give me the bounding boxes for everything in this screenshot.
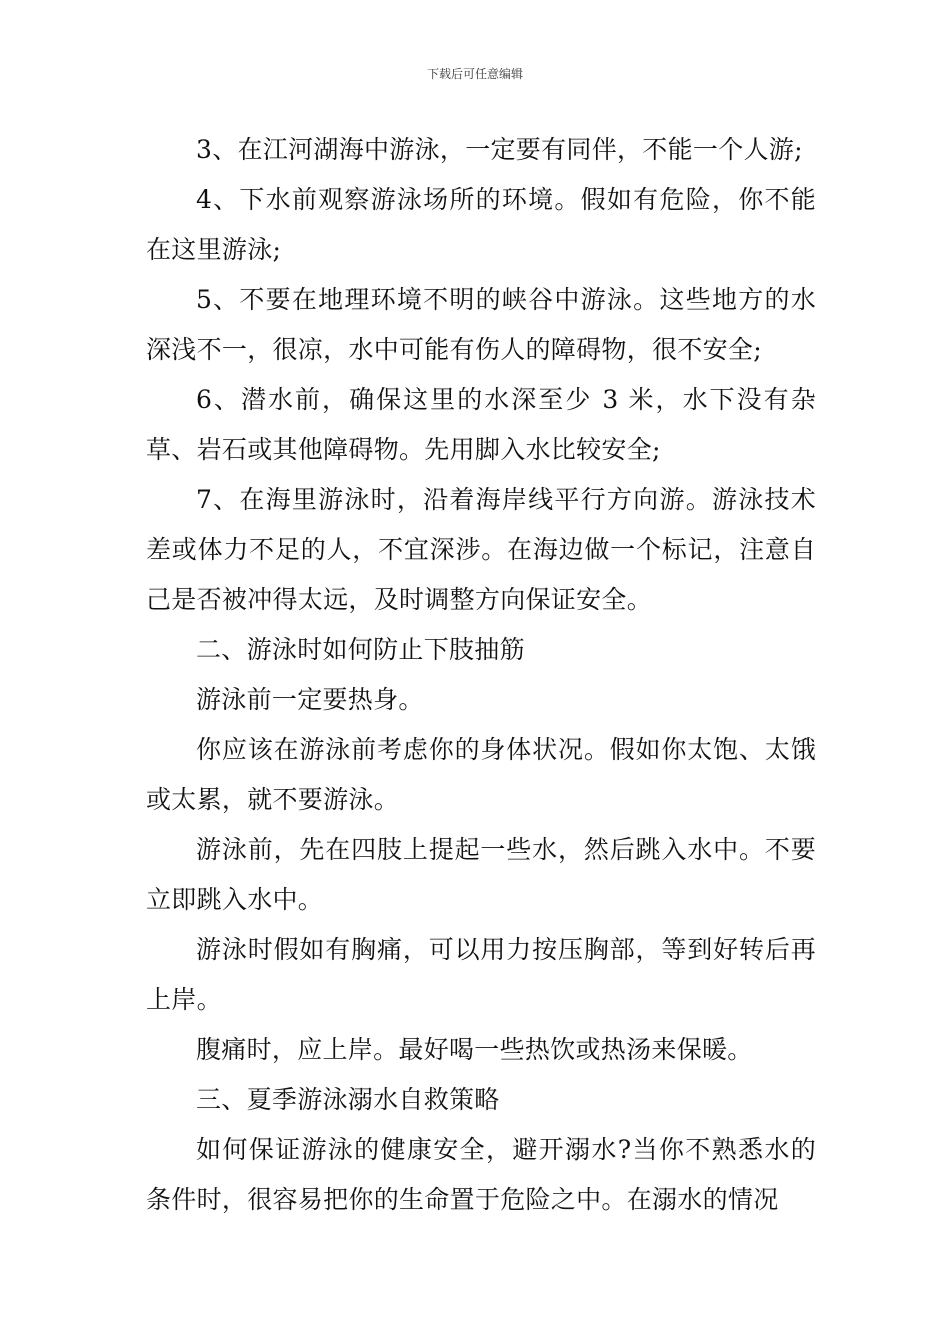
paragraph-rule-5: 5、不要在地理环境不明的峡谷中游泳。这些地方的水深浅不一，很凉，水中可能有伤人的障碍物，很不安全; — [146, 285, 816, 364]
section-heading-2: 二、游泳时如何防止下肢抽筋 — [196, 635, 525, 664]
paragraph-rule-3: 3、在江河湖海中游泳，一定要有同伴，不能一个人游; — [196, 135, 803, 164]
paragraph-drowning-intro: 如何保证游泳的健康安全，避开溺水?当你不熟悉水的条件时，很容易把你的生命置于危险之中。在溺水的情况 — [146, 1135, 816, 1214]
paragraph-before-swim: 游泳前，先在四肢上提起一些水，然后跳入水中。不要立即跳入水中。 — [146, 835, 816, 914]
section-heading-3: 三、夏季游泳溺水自救策略 — [196, 1085, 500, 1114]
page-header: 下载后可任意编辑 — [426, 67, 523, 81]
paragraph-warmup: 游泳前一定要热身。 — [196, 685, 424, 714]
paragraph-rule-7: 7、在海里游泳时，沿着海岸线平行方向游。游泳技术差或体力不足的人，不宜深涉。在海边做一个标记，注意自己是否被冲得太远，及时调整方向保证安全。 — [146, 485, 816, 614]
paragraph-rule-4: 4、下水前观察游泳场所的环境。假如有危险，你不能在这里游泳; — [146, 185, 816, 264]
paragraph-chest-pain: 游泳时假如有胸痛，可以用力按压胸部，等到好转后再上岸。 — [146, 935, 816, 1014]
document-body — [146, 125, 816, 1225]
paragraph-rule-6: 6、潜水前，确保这里的水深至少 3 米，水下没有杂草、岩石或其他障碍物。先用脚入水比较安全; — [146, 385, 816, 464]
paragraph-abdominal-pain: 腹痛时，应上岸。最好喝一些热饮或热汤来保暖。 — [196, 1035, 753, 1064]
paragraph-body-condition: 你应该在游泳前考虑你的身体状况。假如你太饱、太饿或太累，就不要游泳。 — [146, 735, 816, 814]
